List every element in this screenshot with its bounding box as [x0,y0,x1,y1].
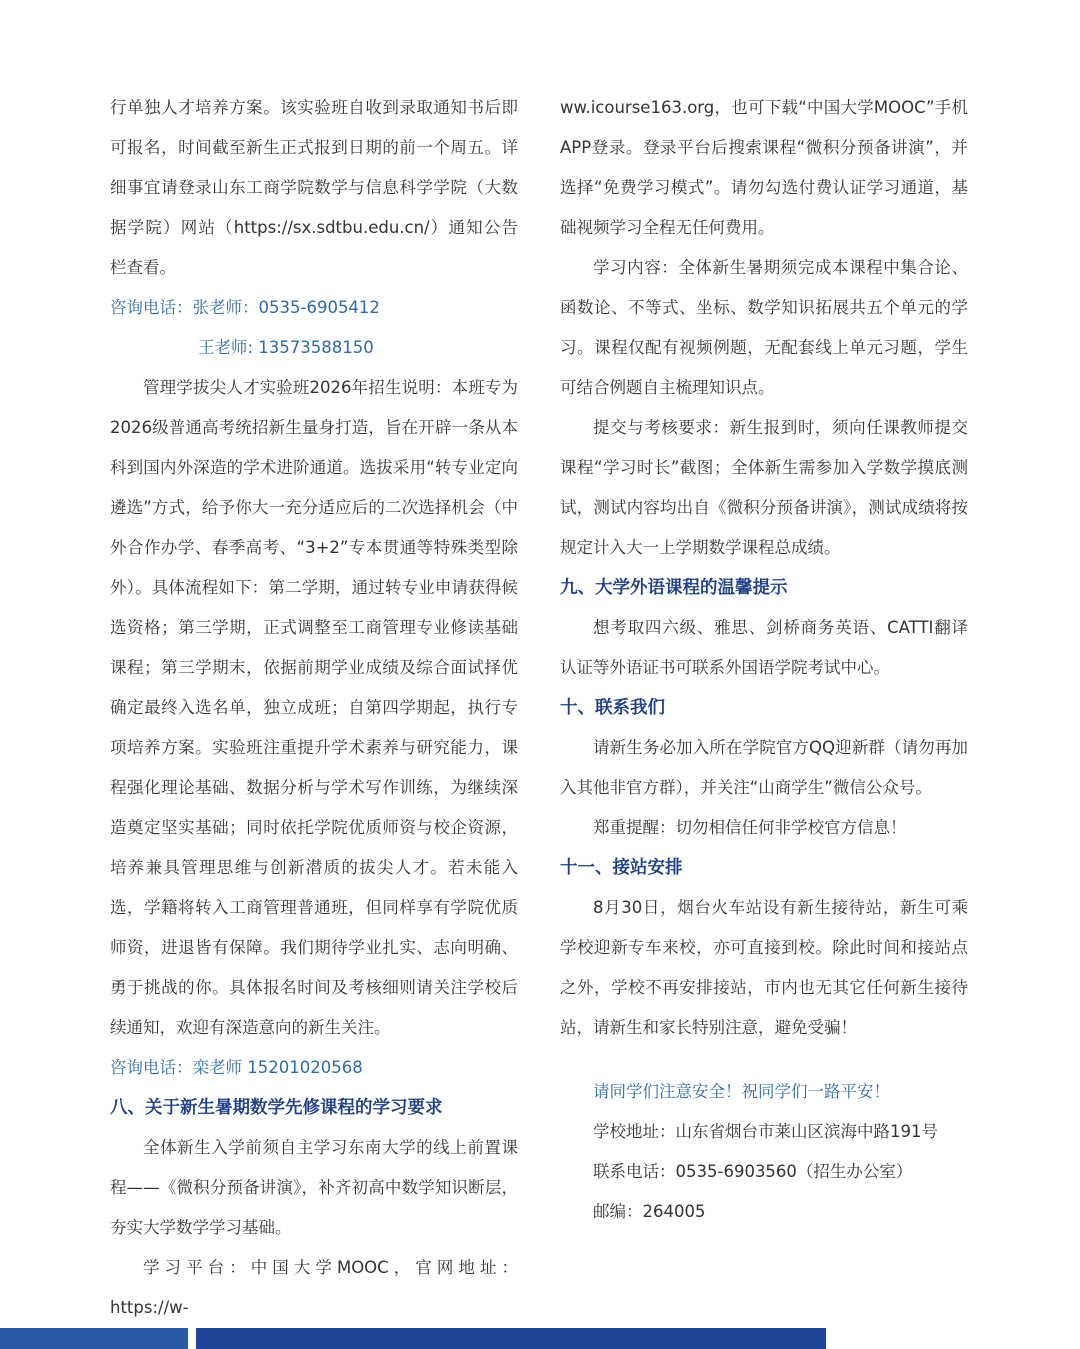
paragraph-math-class-registration: 行单独人才培养方案。该实验班自收到录取通知书后即可报名，时间截至新生正式报到日期的前一个周五。详细事宜请登录山东工商学院数学与信息科学学院（大数据学院）网站（https://sx.sdtbu.edu.cn/）通知公告栏查看。 [110,98,518,277]
paragraph-station-pickup: 8月30日，烟台火车站设有新生接待站，新生可乘学校迎新专车来校，亦可直接到校。除此时间和接站点之外，学校不再安排接站，市内也无其它任何新生接待站，请新生和家长特别注意，避免受骗！ [560,898,968,1037]
paragraph-learning-platform: 学习平台：中国大学MOOC，官网地址：https://w- [110,1258,518,1317]
paragraph-math-course: 全体新生入学前须自主学习东南大学的线上前置课程——《微积分预备讲演》，补齐初高中数学知识断层，夯实大学数学学习基础。 [110,1138,518,1237]
paragraph-qq-group: 请新生务必加入所在学院官方QQ迎新群（请勿再加入其他非官方群），并关注“山商学生”微信公众号。 [560,738,968,797]
section-heading-8: 八、关于新生暑期数学先修课程的学习要求 [110,1098,443,1118]
school-address: 学校地址：山东省烟台市莱山区滨海中路191号 [593,1122,938,1141]
paragraph-warning: 郑重提醒：切勿相信任何非学校官方信息！ [593,818,907,837]
paragraph-foreign-language: 想考取四六级、雅思、剑桥商务英语、CATTI翻译认证等外语证书可联系外国语学院考试中心。 [560,618,968,677]
section-heading-11: 十一、接站安排 [560,858,683,878]
school-postcode: 邮编：264005 [593,1202,706,1221]
right-column [560,88,968,1232]
left-column [110,88,518,1328]
paragraph-management-class: 管理学拔尖人才实验班2026年招生说明：本班专为2026级普通高考统招新生量身打造，旨在开辟一条从本科到国内外深造的学术进阶通道。选拔采用“转专业定向遴选”方式，给予你大一充分适应后的二次选择机会（中外合作办学、春季高考、“3+2”专本贯通等特殊类型除外）。具体流程如下：第二学期，通过转专业申请获得候选资格；第三学期，正式调整至工商管理专业修读基础课程；第三学期末，依据前期学业成绩及综合面试择优确定最终入选名单，独立成班；自第四学期起，执行专项培养方案。实验班注重提升学术素养与研究能力，课程强化理论基础、数据分析与学术写作训练，为继续深造奠定坚实基础；同时依托学院优质师资与校企资源，培养兼具管理思维与创新潜质的拔尖人才。若未能入选，学籍将转入工商管理普通班，但同样享有学院优质师资，进退皆有保障。我们期待学业扎实、志向明确、勇于挑战的你。具体报名时间及考核细则请关注学校后续通知，欢迎有深造意向的新生关注。 [110,378,518,1037]
paragraph-submission-assessment: 提交与考核要求：新生报到时，须向任课教师提交课程“学习时长”截图；全体新生需参加入学数学摸底测试，测试内容均出自《微积分预备讲演》，测试成绩将按规定计入大一上学期数学课程总成绩。 [560,418,968,557]
contact-phone-wang: 王老师: 13573588150 [198,338,374,357]
school-phone: 联系电话：0535-6903560（招生办公室） [593,1162,913,1181]
footer-bar-left [0,1328,188,1349]
section-heading-10: 十、联系我们 [560,698,665,718]
footer-bar-right [196,1328,826,1349]
contact-phone-zhang: 咨询电话：张老师：0535-6905412 [110,298,380,317]
paragraph-platform-continued: ww.icourse163.org，也可下载“中国大学MOOC”手机APP登录。登录平台后搜索课程“微积分预备讲演”，并选择“免费学习模式”。请勿勾选付费认证学习通道，基础视频学习全程无任何费用。 [560,98,968,237]
safety-message: 请同学们注意安全！祝同学们一路平安！ [593,1082,890,1101]
section-heading-9: 九、大学外语课程的温馨提示 [560,578,788,598]
paragraph-learning-content: 学习内容：全体新生暑期须完成本课程中集合论、函数论、不等式、坐标、数学知识拓展共五个单元的学习。课程仅配有视频例题，无配套线上单元习题，学生可结合例题自主梳理知识点。 [560,258,968,397]
spacer [560,1048,968,1072]
contact-phone-luan: 咨询电话：栾老师 15201020568 [110,1058,363,1077]
